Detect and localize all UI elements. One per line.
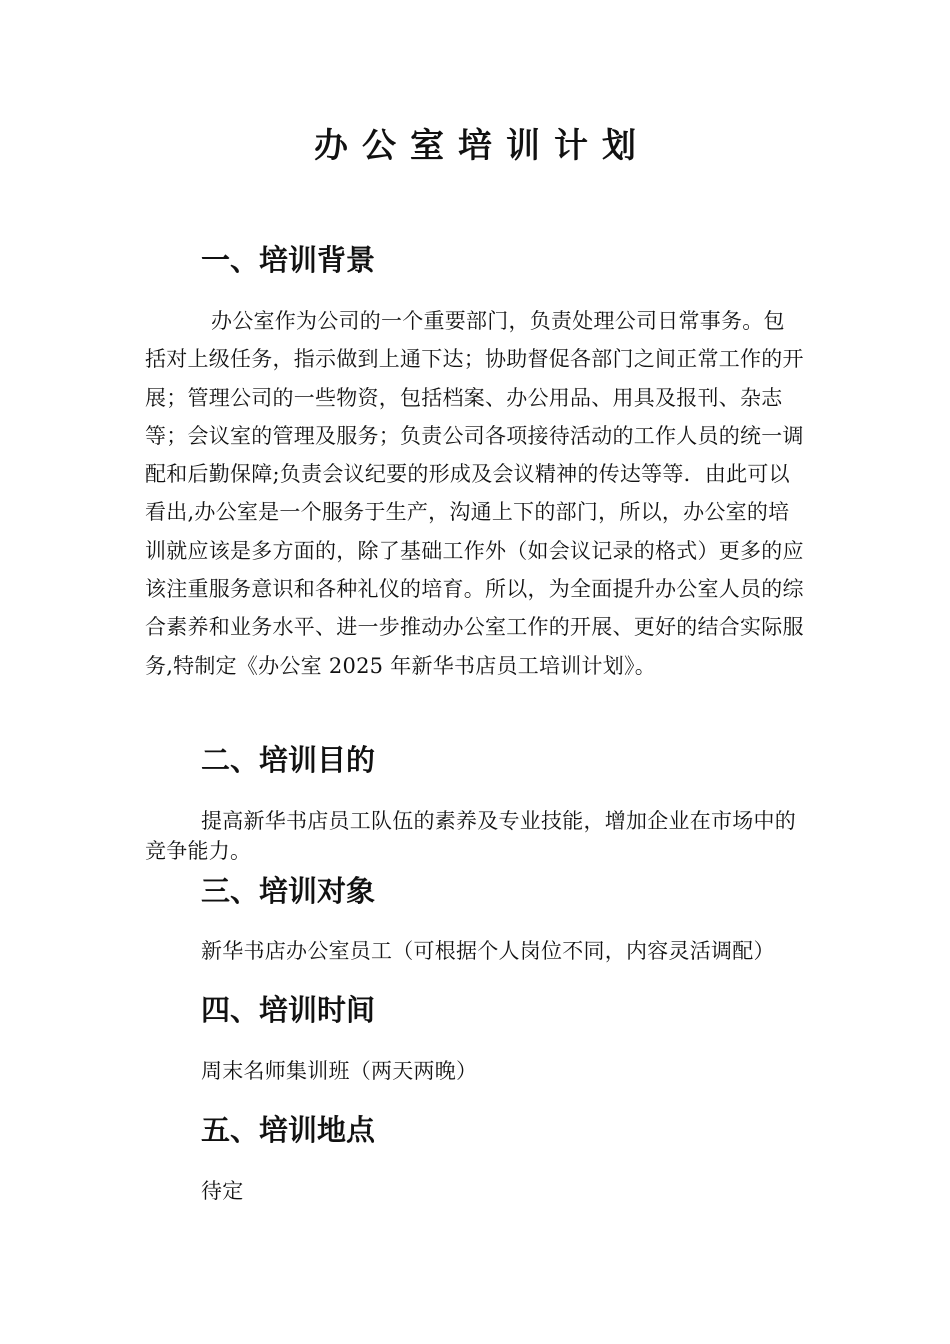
document-title: 办公室培训计划 [314,126,650,166]
section-body-location: 待定 [201,1179,244,1203]
section-heading-audience: 三、培训对象 [201,874,376,908]
section-heading-background: 一、培训背景 [201,243,376,277]
section-body-time: 周末名师集训班（两天两晚） [201,1059,478,1083]
section-heading-purpose: 二、培训目的 [201,743,376,777]
section-heading-time: 四、培训时间 [201,993,376,1027]
section-body-background: 办公室作为公司的一个重要部门，负责处理公司日常事务。包括对上级任务，指示做到上通下达；协助督促各部门之间正常工作的开展；管理公司的一些物资，包括档案、办公用品、用具及报刊、杂志等；会议室的管理及服务；负责公司各项接待活动的工作人员的统一调配和后勤保障;负责会议纪要的形成及会议精神的传达等等．由此可以看出,办公室是一个服务于生产，沟通上下的部门，所以，办公室的培训就应该是多方面的，除了基础工作外（如会议记录的格式）更多的应该注重服务意识和各种礼仪的培育。所以，为全面提升办公室人员的综合素养和业务水平、进一步推动办公室工作的开展、更好的结合实际服务,特制定《办公室 2025 年新华书店员工培训计划》。 [145,309,804,678]
section-body-audience: 新华书店办公室员工（可根据个人岗位不同，内容灵活调配） [201,939,775,963]
section-body-purpose: 提高新华书店员工队伍的素养及专业技能，增加企业在市场中的竞争能力。 [145,809,796,863]
section-heading-location: 五、培训地点 [201,1113,376,1147]
